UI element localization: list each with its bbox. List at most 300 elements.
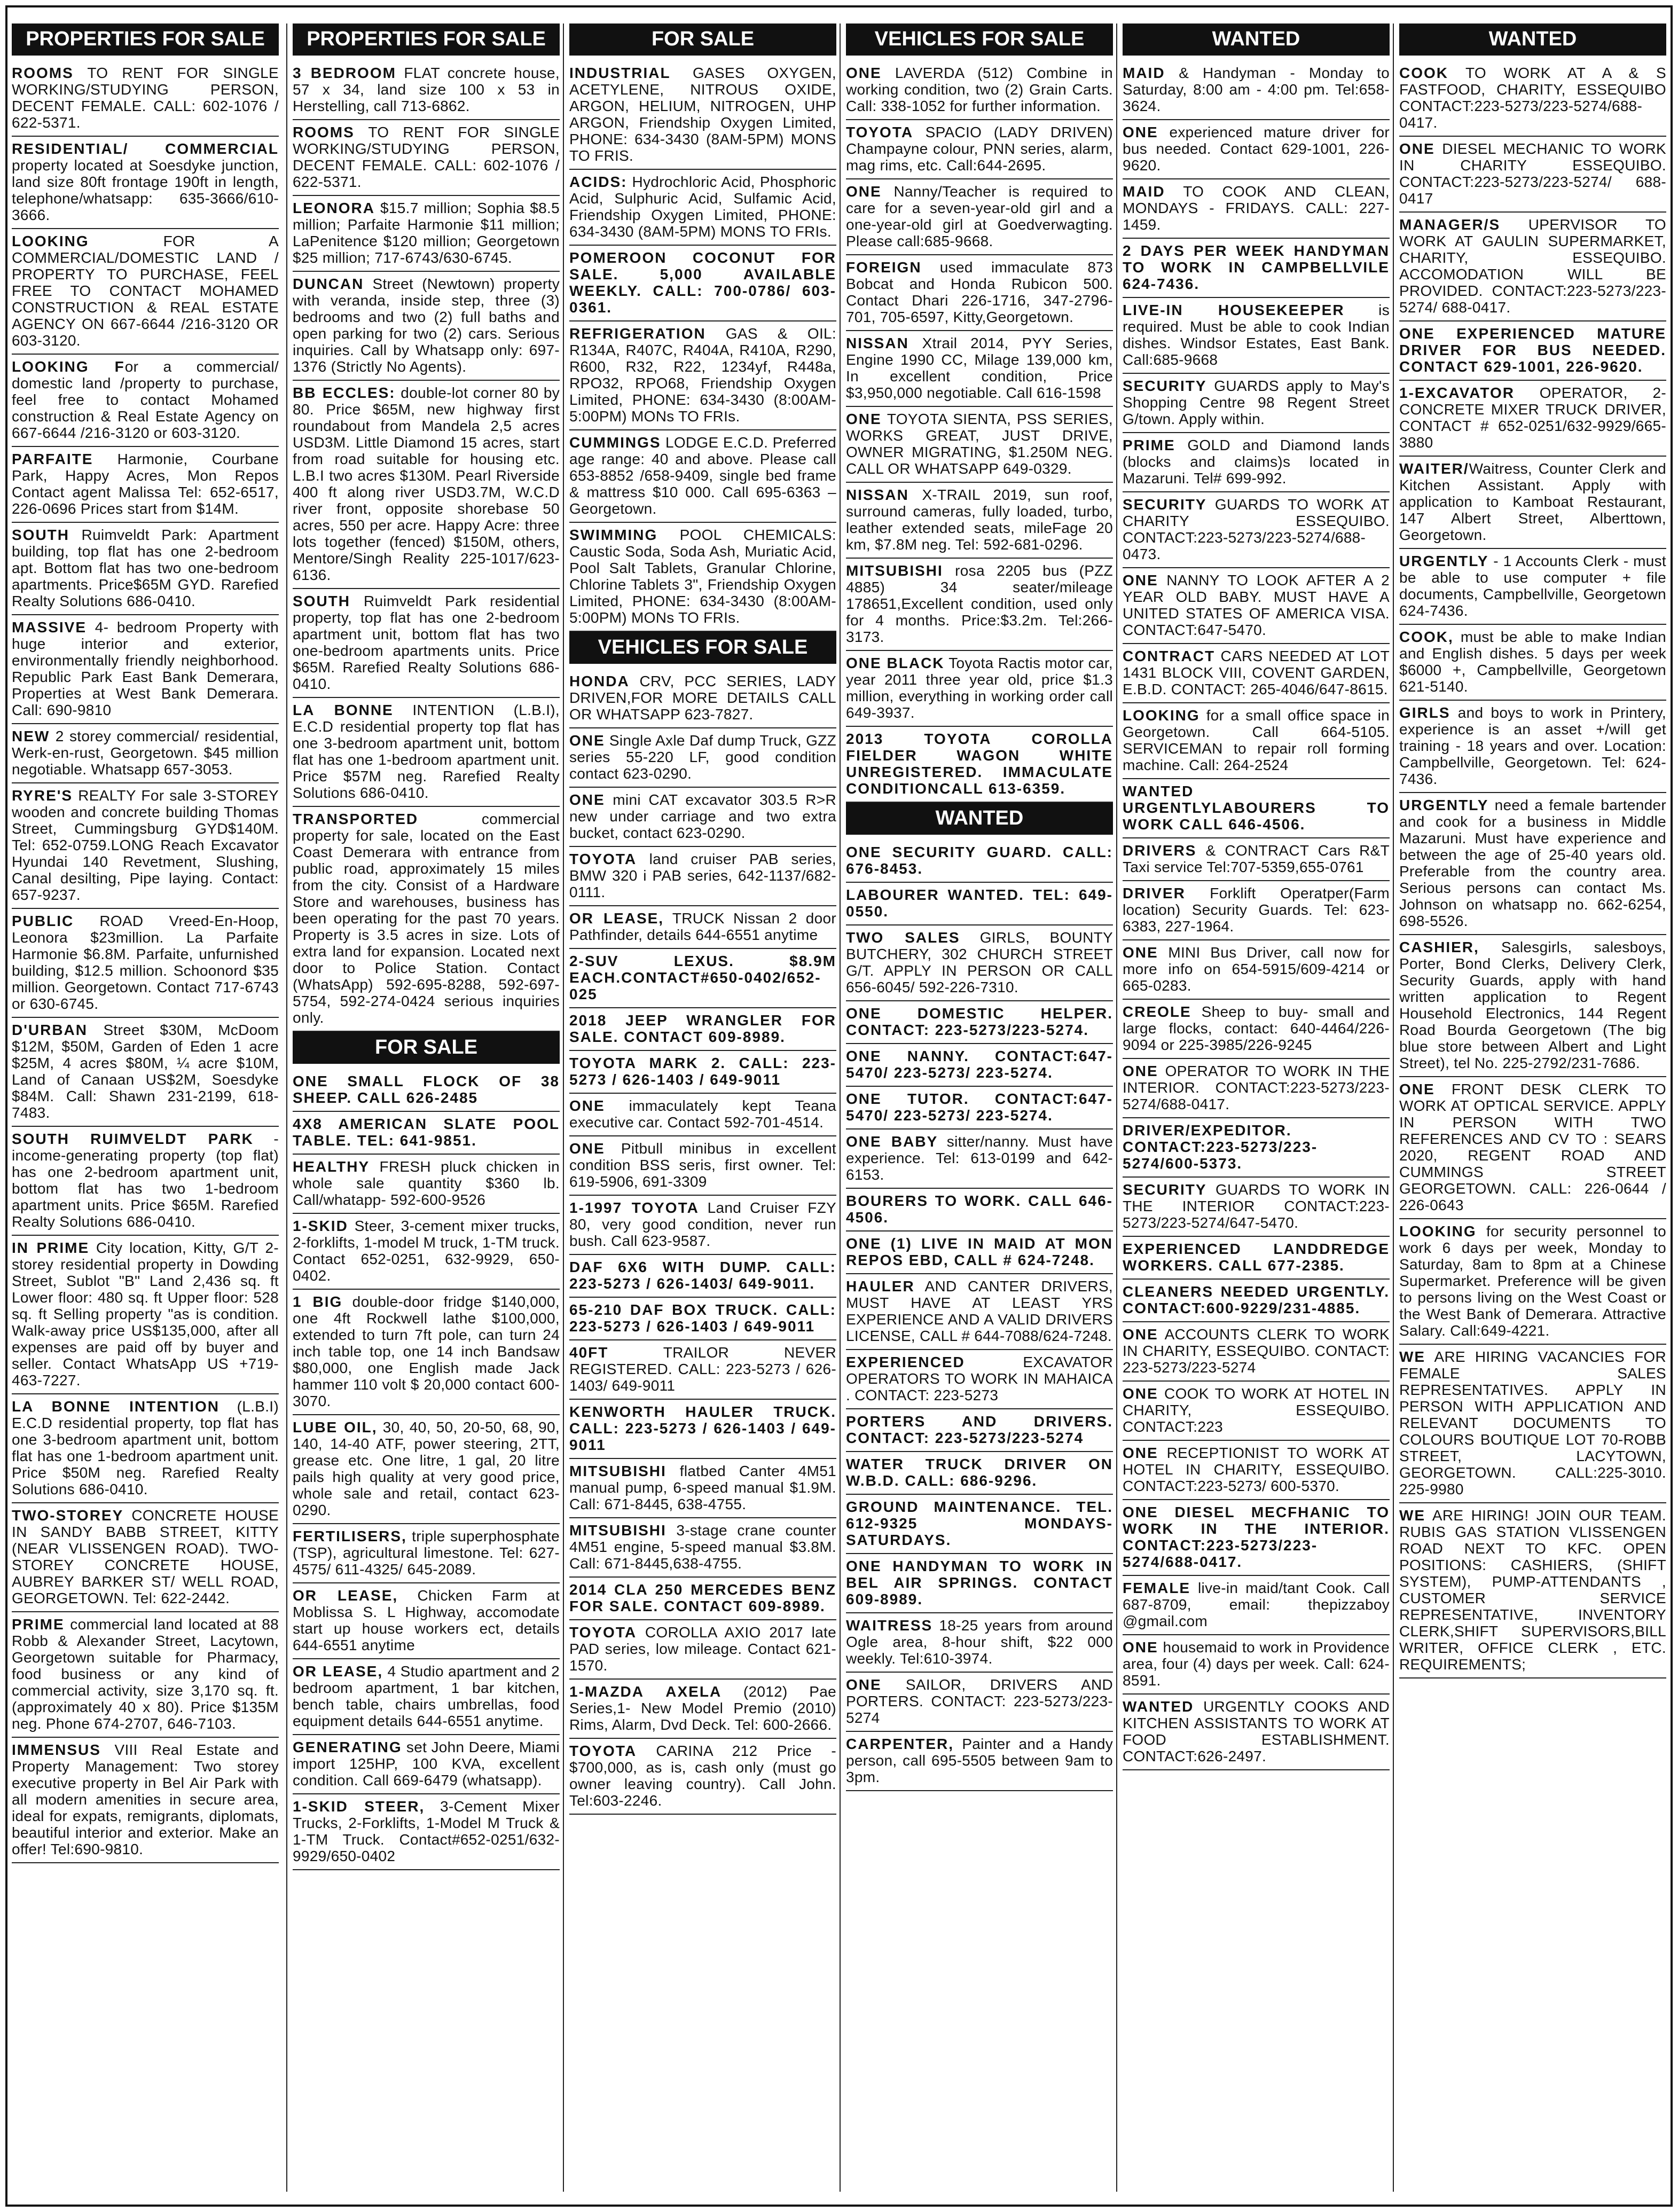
ad-text: COROLLA AXIO 2017 late PAD series, low mileage. Contact 621-1570.	[569, 1624, 836, 1674]
ad-lead: MITSUBISHI	[569, 1522, 667, 1539]
ad-lead: CUMMINGS	[569, 434, 661, 451]
classified-ad	[1399, 457, 1666, 549]
classified-ad	[1399, 61, 1666, 137]
classified-ad	[846, 1350, 1113, 1409]
classified-ad	[293, 196, 560, 272]
classified-ad	[1123, 838, 1390, 881]
ad-text: 3-Cement Mixer Trucks, 2-Forklifts, 1-Model M Truck & 1-TM Truck. Contact#652-0251/632-9929/650-0402	[293, 1798, 560, 1864]
ad-text: or a commercial/ domestic land /property to purchase, feel free to contact Mohamed construction & Real Estate Agency on 667-6644 /216-3120 or 603-3120.	[12, 358, 279, 441]
classified-ad	[12, 1236, 279, 1394]
ad-text: REALTY For sale 3-STOREY wooden and concrete building Thomas Street, Cummingsburg GYD$140M. Tel: 652-0759.LONG Reach Excavator Hyundai 140 Revetment, Slushing, Canal desilting, Pipe laying. Contact: 657-9237.	[12, 787, 279, 903]
classified-ad	[569, 430, 836, 523]
ad-lead: 1 BIG	[293, 1293, 343, 1310]
ad-lead: BOURERS TO WORK. CALL 646-4506.	[846, 1193, 1113, 1226]
classified-ad	[846, 1495, 1113, 1554]
ad-text: $15.7 million; Sophia $8.5 million; Parfaite Harmonie $11 million; LaPenitence $120 million; Georgetown $25 million; 717-6743/630-6745.	[293, 200, 560, 266]
ad-text: LODGE E.C.D. Preferred age range: 40 and above. Please call 653-8852 /658-9409, single bed frame & mattress $10 000. Call 695-6363 – Georgetown.	[569, 434, 836, 517]
ad-lead: GROUND MAINTENANCE. TEL. 612-9325 MONDAYS-SATURDAYS.	[846, 1499, 1113, 1548]
classified-ad	[846, 925, 1113, 1001]
classified-ad	[1123, 1000, 1390, 1059]
ad-lead: INDUSTRIAL	[569, 65, 671, 81]
ad-lead: LOOKING	[1123, 707, 1200, 724]
ad-lead: TOYOTA	[569, 1743, 637, 1759]
ad-lead: LA BONNE INTENTION	[12, 1398, 219, 1415]
section-header: FOR SALE	[293, 1032, 560, 1064]
classified-ad	[293, 1735, 560, 1794]
ad-lead: EXPERIENCED LANDDREDGE WORKERS. CALL 677-2385.	[1123, 1241, 1390, 1274]
classified-ad	[1123, 1322, 1390, 1382]
ad-lead: MITSUBISHI	[846, 562, 943, 579]
ad-text: FRESH pluck chicken in whole sale quantity $360 lb. Call/whatapp- 592-600-9526	[293, 1158, 560, 1208]
ad-text: COOK TO WORK AT HOTEL IN CHARITY, ESSEQUIBO. CONTACT:223	[1123, 1385, 1390, 1435]
ad-text: double-door fridge $140,000, one 4ft Rockwell lathe $100,000, extended to turn 7ft pole, can turn 24 inch table top, one 14 inch Bandsaw $80,000, one English made Jack hammer 110 volt $ 20,000 contact 600-3070.	[293, 1293, 560, 1409]
classified-ad	[12, 1394, 279, 1503]
ad-text: Land Cruiser FZY 80, very good condition, never run bush. Call 623-9587.	[569, 1199, 836, 1249]
classified-ad	[1123, 298, 1390, 374]
classified-ad	[846, 1001, 1113, 1044]
ad-text: - 1 Accounts Clerk - must be able to use computer + file documents, Campbellville, Georgetown 624-7436.	[1399, 553, 1666, 619]
ad-lead: HEALTHY	[293, 1158, 370, 1175]
ad-text: for a small office space in Georgetown. Call 664-5105. SERVICEMAN to repair roll forming machine. Call: 264-2524	[1123, 707, 1390, 773]
ad-text: GASES OXYGEN, ACETYLENE, NITROUS OXIDE, ARGON, HELIUM, NITROGEN, UHP ARGON, Friendship Oxygen Limited, PHONE: 634-3430 (8AM-5PM) MONS TO FRIS.	[569, 65, 836, 164]
ad-lead: RYRE'S	[12, 787, 73, 804]
ad-lead: ONE	[1123, 1063, 1158, 1079]
ad-text: CARS NEEDED AT LOT 1431 BLOCK VIII, COVENT GARDEN, E.B.D. CONTACT: 265-4046/647-8615.	[1123, 648, 1390, 697]
ad-text: Waitress, Counter Clerk and Kitchen Assistant. Apply with application to Kamboat Restaurant, 147 Albert Street, Alberttown, Georgetown.	[1399, 460, 1666, 543]
ad-lead: 2-SUV LEXUS. $8.9M EACH.CONTACT#650-0402/652-025	[569, 953, 836, 1002]
column-3	[569, 23, 836, 2192]
classified-ad	[846, 1554, 1113, 1613]
ad-text: GUARDS TO WORK IN THE INTERIOR CONTACT:223-5273/223-5274/647-5470.	[1123, 1181, 1390, 1231]
section-header: VEHICLES FOR SALE	[569, 632, 836, 664]
ad-lead: TOYOTA	[569, 851, 637, 867]
ad-lead: PORTERS AND DRIVERS. CONTACT: 223-5273/223-5274	[846, 1413, 1113, 1446]
ad-lead: MASSIVE	[12, 619, 87, 636]
ad-lead: DAF 6X6 WITH DUMP. CALL: 223-5273 / 626-1403/ 649-9011.	[569, 1259, 836, 1292]
ad-lead: ONE	[1123, 572, 1158, 589]
column-rule	[1393, 23, 1394, 2192]
section-header: PROPERTIES FOR SALE	[12, 23, 279, 56]
ad-text: UPERVISOR TO WORK AT GAULIN SUPERMARKET, CHARITY, ESSEQUIBO. ACCOMODATION WILL BE PROVIDED. CONTACT:223-5273/223-5274/ 688-0417.	[1399, 216, 1666, 316]
ad-text: Harmonie, Courbane Park, Happy Acres, Mon Repos Contact agent Malissa Tel: 652-6517, 226-0696 Prices start from $14M.	[12, 451, 279, 517]
ad-lead: IMMENSUS	[12, 1742, 101, 1758]
ad-lead: HAULER	[846, 1278, 915, 1295]
ad-lead: PARFAITE	[12, 451, 93, 467]
classified-ad	[1399, 625, 1666, 701]
classified-ad	[569, 1680, 836, 1739]
ad-lead: 1-EXCAVATOR	[1399, 385, 1515, 401]
classified-ad	[293, 1794, 560, 1870]
ad-text: OPERATOR TO WORK IN THE INTERIOR. CONTACT:223-5273/223-5274/688-0417.	[1123, 1063, 1390, 1112]
classified-ad	[846, 407, 1113, 483]
ad-lead: ONE HANDYMAN TO WORK IN BEL AIR SPRINGS. CONTACT 609-8989.	[846, 1558, 1113, 1607]
ad-text: property located at Soesdyke junction, land size 80ft frontage 190ft in length, telephone/whatsapp: 635-3666/610-3666.	[12, 157, 279, 223]
classified-ad	[12, 61, 279, 137]
ad-lead: IN PRIME	[12, 1240, 90, 1256]
ad-lead: SOUTH	[12, 527, 69, 543]
ad-text: 3-stage crane counter 4M51 engine, 5-speed manual $3.8M. Call: 671-8445,638-4755.	[569, 1522, 836, 1572]
ad-lead: ONE DIESEL MECFHANIC TO WORK IN THE INTERIOR. CONTACT:223-5273/223-5274/688-0417.	[1123, 1504, 1390, 1570]
classified-ad	[12, 1127, 279, 1236]
classified-ad	[1123, 1059, 1390, 1118]
ad-text: EXCAVATOR OPERATORS TO WORK IN MAHAICA . CONTACT: 223-5273	[846, 1354, 1113, 1403]
ad-lead: 2014 CLA 250 MERCEDES BENZ FOR SALE. CONTACT 609-8989.	[569, 1581, 836, 1614]
classified-ad	[1399, 549, 1666, 625]
ad-text: DIESEL MECHANIC TO WORK IN CHARITY ESSEQUIBO. CONTACT:223-5273/223-5274/ 688-0417	[1399, 140, 1666, 207]
ad-text: GUARDS TO WORK AT CHARITY ESSEQUIBO. CONTACT:223-5273/223-5274/688-0473.	[1123, 496, 1390, 562]
ad-text: FOR A COMMERCIAL/DOMESTIC LAND / PROPERTY TO PURCHASE, FEEL FREE TO CONTACT MOHAMED CONSTRUCTION & REAL ESTATE AGENCY ON 667-6644 /216-3120 OR 603-3120.	[12, 233, 279, 349]
classified-ad	[12, 1018, 279, 1127]
ad-text: CRV, PCC SERIES, LADY DRIVEN,FOR MORE DETAILS CALL OR WHATSAPP 623-7827.	[569, 673, 836, 723]
classified-ad	[1123, 1237, 1390, 1280]
ad-text: live-in maid/tant Cook. Call 687-8709, email: thepizzaboy @gmail.com	[1123, 1580, 1390, 1629]
classified-ad	[569, 246, 836, 321]
ad-text: TO COOK AND CLEAN, MONDAYS - FRIDAYS. CALL: 227-1459.	[1123, 183, 1390, 233]
ad-lead: ONE BLACK	[846, 655, 945, 671]
ad-lead: 1-1997 TOYOTA	[569, 1199, 699, 1216]
ad-lead: NEW	[12, 728, 50, 744]
classified-ad	[293, 381, 560, 589]
ad-lead: SECURITY	[1123, 378, 1207, 394]
ad-text: MINI Bus Driver, call now for more info on 654-5915/609-4214 or 665-0283.	[1123, 944, 1390, 994]
column-rule	[563, 23, 564, 2192]
classified-ad	[293, 1155, 560, 1214]
ad-text: land cruiser PAB series, BMW 320 i PAB series, 642-1137/682-0111.	[569, 851, 836, 900]
classified-ad	[1123, 1118, 1390, 1178]
classified-ad	[846, 1732, 1113, 1791]
classified-ad	[569, 321, 836, 430]
ad-lead: WE	[1399, 1348, 1426, 1365]
classified-ad	[846, 1044, 1113, 1087]
classified-ad	[293, 272, 560, 381]
ad-lead: CASHIER,	[1399, 939, 1479, 955]
ad-lead: ONE SMALL FLOCK OF 38 SHEEP. CALL 626-2485	[293, 1073, 560, 1106]
classified-ad	[1399, 1077, 1666, 1219]
ad-text: Hydrochloric Acid, Phosphoric Acid, Sulphuric Acid, Sulfamic Acid, Friendship Oxygen Limited, PHONE: 634-3430 (8AM-5PM) MONS TO FRIs.	[569, 174, 836, 240]
classified-ad	[293, 1112, 560, 1155]
ad-text: FLAT concrete house, 57 x 34, land size 100 x 53 in Herstelling, call 713-6862.	[293, 65, 560, 114]
ad-text: flatbed Canter 4M51 manual pump, 6-speed manual $1.9M. Call: 671-8445, 638-4755.	[569, 1463, 836, 1512]
classified-ad	[1123, 239, 1390, 298]
classified-ad	[1399, 1503, 1666, 1678]
ad-lead: ONE	[1123, 1326, 1158, 1343]
classified-ad	[1123, 120, 1390, 179]
classified-ad	[569, 1051, 836, 1094]
ad-text: immaculately kept Teana executive car. Contact 592-701-4514.	[569, 1097, 836, 1131]
classified-ad	[569, 728, 836, 788]
classified-ad	[1123, 703, 1390, 779]
ad-lead: LIVE-IN HOUSEKEEPER	[1123, 302, 1345, 318]
ad-lead: BB ECCLES:	[293, 385, 396, 401]
classified-ad	[293, 1290, 560, 1415]
ad-text: GIRLS, BOUNTY BUTCHERY, 302 CHURCH STREET G/T. APPLY IN PERSON OR CALL 656-6045/ 592-226-7310.	[846, 929, 1113, 995]
section-header: FOR SALE	[569, 23, 836, 56]
classified-ad	[293, 1214, 560, 1290]
classified-ad	[1123, 374, 1390, 433]
ad-lead: 40FT	[569, 1344, 609, 1361]
column-4	[846, 23, 1113, 2192]
classified-ad	[569, 1298, 836, 1340]
column-5	[1123, 23, 1390, 2192]
ad-lead: ONE	[1123, 1639, 1158, 1656]
ad-text: commercial property for sale, located on the East Coast Demerara with entrance from public road, approximately 15 miles from the city. Consist of a Hardware Store and warehouses, business has been operating for the past 70 years. Property is 3.5 acres in size. Lots of extra land for expansion. Located next door to Police Station. Contact (WhatsApp) 592-695-8288, 592-697-5754, 592-274-0424 serious inquiries only.	[293, 811, 560, 1026]
ad-text: CARINA 212 Price - $700,000, as is, cash only (must go owner leaving country). Call John. Tel:603-2246.	[569, 1743, 836, 1809]
classified-ad	[569, 1578, 836, 1620]
ad-lead: TOYOTA MARK 2. CALL: 223-5273 / 626-1403 / 649-9011	[569, 1055, 836, 1088]
ad-text: SAILOR, DRIVERS AND PORTERS. CONTACT: 223-5273/223-5274	[846, 1676, 1113, 1726]
section-header: WANTED	[1399, 23, 1666, 56]
ad-text: triple superphosphate (TSP), agricultural limestone. Tel: 627-4575/ 611-4325/ 645-2089.	[293, 1528, 560, 1578]
classified-ad	[846, 1274, 1113, 1350]
classified-ad	[846, 1129, 1113, 1189]
classified-ad	[846, 1452, 1113, 1495]
ad-text: TOYOTA SIENTA, PSS SERIES, WORKS GREAT, JUST DRIVE, OWNER MIGRATING, $1.250M NEG. CALL OR WHATSAPP 649-0329.	[846, 411, 1113, 477]
classified-ad	[12, 909, 279, 1018]
ad-lead: LOOKING	[12, 233, 89, 249]
ad-text: NANNY TO LOOK AFTER A 2 YEAR OLD BABY. MUST HAVE A UNITED STATES OF AMERICA VISA. CONTACT:647-5470.	[1123, 572, 1390, 638]
classified-ad	[846, 1087, 1113, 1129]
ad-lead: ONE EXPERIENCED MATURE DRIVER FOR BUS NEEDED. CONTACT 629-1001, 226-9620.	[1399, 325, 1666, 375]
ad-text: is required. Must be able to cook Indian dishes. Windsor Estates, East Bank. Call:685-9668	[1123, 302, 1390, 368]
ad-lead: ONE	[846, 65, 882, 81]
classified-ad	[569, 1739, 836, 1815]
ad-lead: SOUTH RUIMVELDT PARK	[12, 1131, 254, 1147]
classified-ad	[1123, 779, 1390, 838]
ad-lead: 2013 TOYOTA COROLLA FIELDER WAGON WHITE UNREGISTERED. IMMACULATE CONDITIONCALL 613-6359.	[846, 731, 1113, 797]
ad-lead: ONE DOMESTIC HELPER. CONTACT: 223-5273/223-5274.	[846, 1005, 1113, 1038]
ad-text: Ruimveldt Park: Apartment building, top flat has one 2-bedroom apt. Bottom flat has two one-bedroom apartments. Price$65M GYD. Rarefied Realty Solutions 686-0410.	[12, 527, 279, 609]
ad-lead: NISSAN	[846, 487, 909, 503]
ad-text: rosa 2205 bus (PZZ 4885) 34 seater/mileage 178651,Excellent condition, used only for 4 months. Price:$3.2m. Tel:266-3173.	[846, 562, 1113, 645]
ad-lead: 2 DAYS PER WEEK HANDYMAN TO WORK IN CAMPBELLVILE 624-7436.	[1123, 242, 1390, 292]
ad-lead: GENERATING	[293, 1739, 402, 1755]
ad-text: 2 storey commercial/ residential, Werk-en-rust, Georgetown. $45 million negotiable. Whatsapp 657-3053.	[12, 728, 279, 778]
ad-text: FRONT DESK CLERK TO WORK AT OPTICAL SERVICE. APPLY IN PERSON WITH TWO REFERENCES AND CV TO : SEARS 2020, REGENT ROAD AND CUMMINGS STREET GEORGETOWN. CALL: 226-0644 / 226-0643	[1399, 1081, 1666, 1213]
ad-text: Pitbull minibus in excellent condition BSS seris, first owner. Tel: 619-5906, 691-3309	[569, 1140, 836, 1190]
classified-ad	[846, 1189, 1113, 1231]
column-rule	[1116, 23, 1117, 2192]
ad-lead: ROOMS	[12, 65, 74, 81]
ad-lead: WATER TRUCK DRIVER ON W.B.D. CALL: 686-9296.	[846, 1456, 1113, 1489]
classified-ad	[12, 615, 279, 724]
ad-lead: LOOKING F	[12, 358, 125, 375]
classified-ad	[569, 1196, 836, 1255]
ad-text: 4- bedroom Property with huge interior and exterior, environmentally friendly neighborhood. Republic Park East Bank Demerara, Properties at West Bank Demerara. Call: 690-9810	[12, 619, 279, 718]
classified-ad	[846, 179, 1113, 255]
classified-ad	[1123, 1280, 1390, 1322]
classifieds-page	[5, 5, 1673, 2207]
ad-text: TO RENT FOR SINGLE WORKING/STUDYING PERSON, DECENT FEMALE. CALL: 602-1076 / 622-5371.	[293, 124, 560, 190]
ad-text: LAVERDA (512) Combine in working condition, two (2) Grain Carts. Call: 338-1052 for further information.	[846, 65, 1113, 114]
ad-text: RECEPTIONIST TO WORK AT HOTEL IN CHARITY, ESSEQUIBO. CONTACT:223-5273/ 600-5370.	[1123, 1445, 1390, 1494]
classified-ad	[12, 1612, 279, 1738]
ad-lead: ROOMS	[293, 124, 355, 140]
ad-lead: ONE SECURITY GUARD. CALL: 676-8453.	[846, 844, 1113, 877]
ad-text: X-TRAIL 2019, sun roof, surround cameras, fully loaded, turbo, leather extended seats, mileFage 20 km, $7.8M neg. Tel: 592-681-0296.	[846, 487, 1113, 553]
ad-lead: DRIVERS	[1123, 842, 1197, 859]
ad-text: INTENTION (L.B.I), E.C.D residential property top flat has one 3-bedroom apartment unit, bottom flat has one 1-bedroom apartment unit. Price $57M neg. Rarefied Realty Solutions 686-0410.	[293, 702, 560, 801]
ad-lead: ONE	[569, 1140, 605, 1157]
ad-text: experienced mature driver for bus needed. Contact 629-1001, 226-9620.	[1123, 124, 1390, 174]
column-6	[1399, 23, 1666, 2192]
ad-text: 4 Studio apartment and 2 bedroom apartment, 1 bar kitchen, bench table, chairs umbrellas, food equipment details 644-6551 anytime.	[293, 1663, 560, 1729]
classified-ad	[569, 61, 836, 170]
classified-ad	[1123, 492, 1390, 568]
classified-ad	[293, 1069, 560, 1112]
ad-text: Nanny/Teacher is required to care for a seven-year-old girl and a one-year-old girl at Goedverwagting. Please call:685-9668.	[846, 183, 1113, 249]
column-1	[12, 23, 279, 2192]
ad-lead: 3 BEDROOM	[293, 65, 396, 81]
classified-ad	[846, 331, 1113, 407]
ad-lead: MAID	[1123, 183, 1165, 200]
section-header: WANTED	[846, 803, 1113, 835]
ad-text: GOLD and Diamond lands (blocks and claims)s located in Mazaruni. Tel# 699-992.	[1123, 437, 1390, 487]
ad-lead: WAITER/	[1399, 460, 1469, 477]
ad-text: VIII Real Estate and Property Management: Two storey executive property in Bel Air Park with all modern amenities in secure area, ideal for expats, remigrants, diplomats, beautiful interior and exterior. Make an offer! Tel:690-9810.	[12, 1742, 279, 1857]
ad-text: for security personnel to work 6 days per week, Monday to Saturday, 8am to 8pm at a Chinese Supermarket. Preference will be given to persons living on the West Coast or the West Bank of Demerara. Attractive Salary. Call:649-4221.	[1399, 1223, 1666, 1339]
classified-ad	[569, 1459, 836, 1518]
classified-ad	[1399, 701, 1666, 793]
section-header: VEHICLES FOR SALE	[846, 23, 1113, 56]
ad-text: AND CANTER DRIVERS, MUST HAVE AT LEAST YRS EXPERIENCE AND A VALID DRIVERS LICENSE, CALL # 644-7088/624-7248.	[846, 1278, 1113, 1344]
classified-ad	[569, 847, 836, 906]
classified-ad	[293, 1524, 560, 1583]
classified-ad	[1123, 1695, 1390, 1770]
classified-ad	[569, 1620, 836, 1680]
classified-ad	[1123, 881, 1390, 940]
ad-lead: CARPENTER,	[846, 1736, 954, 1752]
ad-lead: FEMALE	[1123, 1580, 1191, 1596]
ad-text: - income-generating property (top flat) has one 2-bedroom apartment unit, bottom flat has two 1-bedroom apartment units. Price $65M. Rarefied Realty Solutions 686-0410.	[12, 1131, 279, 1230]
ad-lead: NISSAN	[846, 335, 909, 351]
ad-text: POOL CHEMICALS: Caustic Soda, Soda Ash, Muriatic Acid, Pool Salt Tablets, Granular Chlorine, Chlorine Tablets 3", Friendship Oxygen Limited, PHONE: 634-3430 (8:00AM-5:00PM) MONs TO FRIs.	[569, 527, 836, 626]
classified-ad	[1123, 1576, 1390, 1635]
ad-lead: 65-210 DAF BOX TRUCK. CALL: 223-5273 / 626-1403 / 649-9011	[569, 1301, 836, 1335]
classified-ad	[1399, 1345, 1666, 1503]
ad-lead: CREOLE	[1123, 1003, 1191, 1020]
ad-lead: ONE	[1123, 1445, 1158, 1461]
ad-text: CONCRETE HOUSE IN SANDY BABB STREET, KITTY (NEAR VLISSENGEN ROAD). TWO-STOREY CONCRETE HOUSE, AUBREY BARKER ST/ WELL ROAD, GEORGETOWN. Tel: 622-2442.	[12, 1507, 279, 1606]
ad-text: commercial land located at 88 Robb & Alexander Street, Lacytown, Georgetown suitable for Pharmacy, food business or any kind of commercial activity, size 3,170 sq. ft. (approximately 40 x 80). Price $135M neg. Phone 674-2707, 646-7103.	[12, 1616, 279, 1732]
ad-lead: OR LEASE,	[569, 910, 664, 927]
classified-ad	[846, 61, 1113, 120]
ad-lead: WE	[1399, 1507, 1426, 1524]
ad-lead: FOREIGN	[846, 259, 922, 276]
ad-text: TO RENT FOR SINGLE WORKING/STUDYING PERSON, DECENT FEMALE. CALL: 602-1076 / 622-5371.	[12, 65, 279, 131]
ad-text: (L.B.I) E.C.D residential property, top flat has one 3-bedroom apartment unit, bottom flat has one 1-bedroom apartment unit. Price $50M neg. Rarefied Realty Solutions 686-0410.	[12, 1398, 279, 1497]
classified-ad	[1123, 1635, 1390, 1695]
classified-ad	[1123, 1500, 1390, 1576]
ad-lead: PRIME	[12, 1616, 65, 1633]
ad-text: Toyota Ractis motor car, year 2011 three year old, price $1.3 million, everything in working order call 649-3937.	[846, 655, 1113, 721]
ad-lead: REFRIGERATION	[569, 325, 706, 342]
classified-ad	[569, 1340, 836, 1400]
ad-lead: LOOKING	[1399, 1223, 1477, 1240]
classified-ad	[293, 61, 560, 120]
ad-text: Painter and a Handy person, call 695-5505 between 9am to 3pm.	[846, 1736, 1113, 1785]
ad-lead: DRIVER/EXPEDITOR. CONTACT:223-5273/223-5274/600-5373.	[1123, 1122, 1318, 1172]
ad-lead: ONE	[1123, 124, 1158, 140]
ad-lead: 4X8 AMERICAN SLATE POOL TABLE. TEL: 641-9851.	[293, 1116, 560, 1149]
classified-ad	[569, 170, 836, 246]
ad-text: URGENTLY COOKS AND KITCHEN ASSISTANTS TO WORK AT FOOD ESTABLISHMENT. CONTACT:626-2497.	[1123, 1698, 1390, 1764]
classified-ad	[293, 1415, 560, 1524]
classified-ad	[1399, 793, 1666, 935]
classified-ad	[293, 698, 560, 807]
ad-lead: EXPERIENCED	[846, 1354, 965, 1370]
ad-lead: FERTILISERS,	[293, 1528, 407, 1544]
ad-lead: GIRLS	[1399, 704, 1450, 721]
classified-ad	[1399, 321, 1666, 381]
classified-ad	[1123, 644, 1390, 703]
ad-text: Steer, 3-cement mixer trucks, 2-forklifts, 1-model M truck, 1-TM truck. Contact 652-0251, 632-9929, 650-0402.	[293, 1218, 560, 1284]
ad-text: 30, 40, 50, 20-50, 68, 90, 140, 14-40 ATF, power steering, 2TT, grease etc. One litre, 1 gal, 20 litre pails high quality at very good price, whole sale and retail, contact 623-0290.	[293, 1419, 560, 1518]
classified-ad	[846, 1409, 1113, 1452]
ad-lead: TOYOTA	[569, 1624, 637, 1641]
classified-ad	[1123, 1382, 1390, 1441]
classified-ad	[12, 724, 279, 783]
classified-ad	[293, 120, 560, 196]
ad-lead: WANTED URGENTLYLABOURERS TO WORK CALL 646-4506.	[1123, 783, 1390, 833]
ad-text: OPERATOR, 2- CONCRETE MIXER TRUCK DRIVER, CONTACT # 652-0251/632-9929/665-3880	[1399, 385, 1666, 451]
ad-lead: PUBLIC	[12, 913, 74, 929]
ad-lead: ONE	[846, 411, 882, 427]
ad-lead: DRIVER	[1123, 885, 1186, 901]
ad-lead: ONE BABY	[846, 1133, 938, 1150]
classified-ad	[846, 1673, 1113, 1732]
ad-lead: 1-SKID	[293, 1218, 348, 1234]
ad-text: 18-25 years from around Ogle area, 8-hour shift, $22 000 weekly. Tel:610-3974.	[846, 1617, 1113, 1667]
ad-lead: MAID	[1123, 65, 1165, 81]
ad-text: City location, Kitty, G/T 2-storey residential property in Dowding Street, Sublot "B" Land 2,436 sq. ft Lower floor: 480 sq. ft Upper floor: 528 sq. ft Selling property "as is condition. Walk-away price US$135,000, after all expenses are paid off by buyer and seller. Contact WhatsApp US +719-463-7227.	[12, 1240, 279, 1389]
section-header: WANTED	[1123, 23, 1390, 56]
classified-ad	[12, 447, 279, 523]
classified-ad	[1399, 213, 1666, 321]
ad-lead: WAITRESS	[846, 1617, 933, 1634]
ad-lead: PRIME	[1123, 437, 1175, 453]
ad-text: (2012) Pae Series,1- New Model Premio (2010) Rims, Alarm, Dvd Deck. Tel: 600-2666.	[569, 1683, 836, 1733]
classified-ad	[1399, 137, 1666, 213]
classified-ad	[1123, 940, 1390, 1000]
ad-lead: ACIDS:	[569, 174, 628, 190]
ad-lead: WANTED	[1123, 1698, 1194, 1715]
ad-text: and boys to work in Printery, experience is an asset +/will get training - 18 years and over. Location: Campbellville, Georgetown. Tel: 624-7436.	[1399, 704, 1666, 787]
ad-lead: MITSUBISHI	[569, 1463, 667, 1479]
classified-ad	[1399, 935, 1666, 1077]
classified-ad	[1123, 1178, 1390, 1237]
classified-ad	[846, 651, 1113, 727]
ad-text: GUARDS apply to May's Shopping Centre 98 Regent Street G/town. Apply within.	[1123, 378, 1390, 427]
classified-ad	[569, 1518, 836, 1578]
ad-lead: ONE	[846, 1676, 882, 1693]
ad-text: ACCOUNTS CLERK TO WORK IN CHARITY, ESSEQUIBO. CONTACT: 223-5273/223-5274	[1123, 1326, 1390, 1376]
ad-text: TRAILOR NEVER REGISTERED. CALL: 223-5273 / 626-1403/ 649-9011	[569, 1344, 836, 1394]
classified-ad	[1123, 179, 1390, 239]
classified-ad	[293, 1583, 560, 1659]
ad-lead: COOK,	[1399, 629, 1454, 645]
ad-text: Sheep to buy- small and large flocks, contact: 640-4464/226-9094 or 225-3985/226-9245	[1123, 1003, 1390, 1053]
classified-ad	[846, 255, 1113, 331]
ad-lead: ONE	[569, 791, 605, 808]
classified-ad	[1123, 433, 1390, 492]
ad-lead: DUNCAN	[293, 276, 364, 292]
ad-lead: OR LEASE,	[293, 1663, 383, 1680]
column-rule	[840, 23, 841, 2192]
classified-ad	[293, 589, 560, 698]
ad-text: need a female bartender and cook for a business in Middle Mazaruni. Must have experience and between the age of 25-40 years old. Preferable from the country area. Serious persons can contact Ms. Johnson on whatsapp no. 662-6254, 698-5526.	[1399, 797, 1666, 929]
ad-lead: ONE	[846, 183, 882, 200]
classified-ad	[846, 483, 1113, 559]
